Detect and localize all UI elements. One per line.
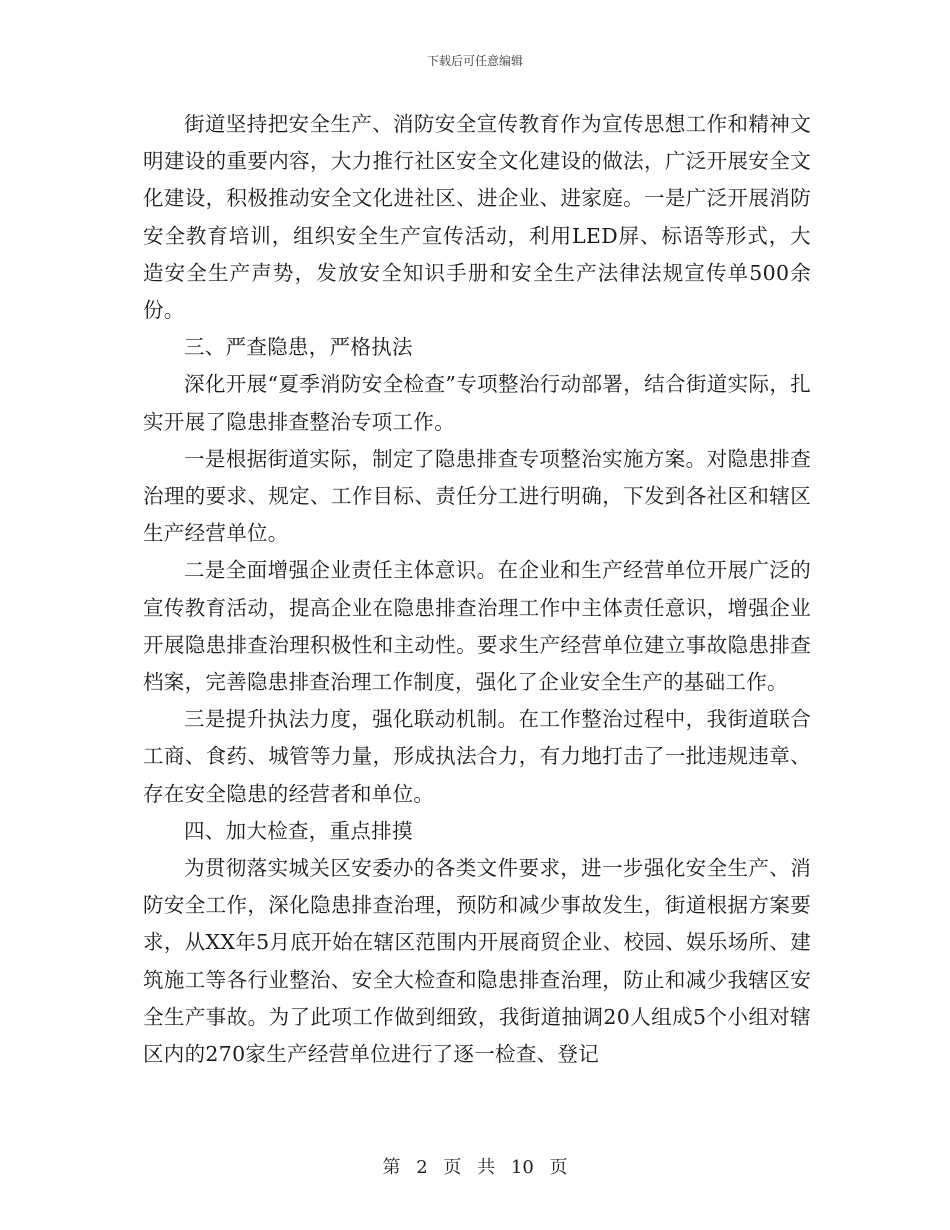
section-heading-4: 四、加大检查，重点排摸 (184, 818, 413, 843)
paragraph-safety-culture: 街道坚持把安全生产、消防安全宣传教育作为宣传思想工作和精神文明建设的重要内容，大力推行社区安全文化建设的做法，广泛开展安全文化建设，积极推动安全文化进社区、进企业、进家庭。一是广泛开展消防安全教育培训，组织安全生产宣传活动，利用LED屏、标语等形式，大造安全生产声势，发放安全知识手册和安全生产法律法规宣传单500余份。 (143, 112, 811, 323)
paragraph-point-1: 一是根据街道实际，制定了隐患排查专项整治实施方案。对隐患排查治理的要求、规定、工作目标、责任分工进行明确，下发到各社区和辖区生产经营单位。 (143, 446, 811, 546)
page-suffix: 页 (549, 1157, 568, 1178)
paragraph-summer-inspection: 深化开展“夏季消防安全检查”专项整治行动部署，结合街道实际，扎实开展了隐患排查整治专项工作。 (143, 372, 811, 434)
section-heading-3: 三、严查隐患，严格执法 (184, 335, 413, 360)
paragraph-point-2: 二是全面增强企业责任主体意识。在企业和生产经营单位开展广泛的宣传教育活动，提高企业在隐患排查治理工作中主体责任意识，增强企业开展隐患排查治理积极性和主动性。要求生产经营单位建立事故隐患排查档案，完善隐患排查治理工作制度，强化了企业安全生产的基础工作。 (143, 558, 811, 695)
page-total-prefix: 共 (477, 1157, 496, 1178)
paragraph-point-3: 三是提升执法力度，强化联动机制。在工作整治过程中，我街道联合工商、食药、城管等力量，形成执法合力，有力地打击了一批违规违章、存在安全隐患的经营者和单位。 (143, 707, 811, 806)
page-prefix: 第 (382, 1157, 401, 1178)
page-total: 10 (510, 1157, 534, 1178)
page-footer (0, 1153, 950, 1179)
page-mid: 页 (443, 1157, 462, 1178)
document-body (143, 106, 811, 1073)
page-current: 2 (416, 1157, 428, 1178)
paragraph-inspection-plan: 为贯彻落实城关区安委办的各类文件要求，进一步强化安全生产、消防安全工作，深化隐患排查治理，预防和减少事故发生，街道根据方案要求，从XX年5月底开始在辖区范围内开展商贸企业、校园、娱乐场所、建筑施工等各行业整治、安全大检查和隐患排查治理，防止和减少我辖区安全生产事故。为了此项工作做到细致，我街道抽调20人组成5个小组对辖区内的270家生产经营单位进行了逐一检查、登记 (143, 856, 811, 1067)
page-header: 下载后可任意编辑 (426, 54, 523, 68)
